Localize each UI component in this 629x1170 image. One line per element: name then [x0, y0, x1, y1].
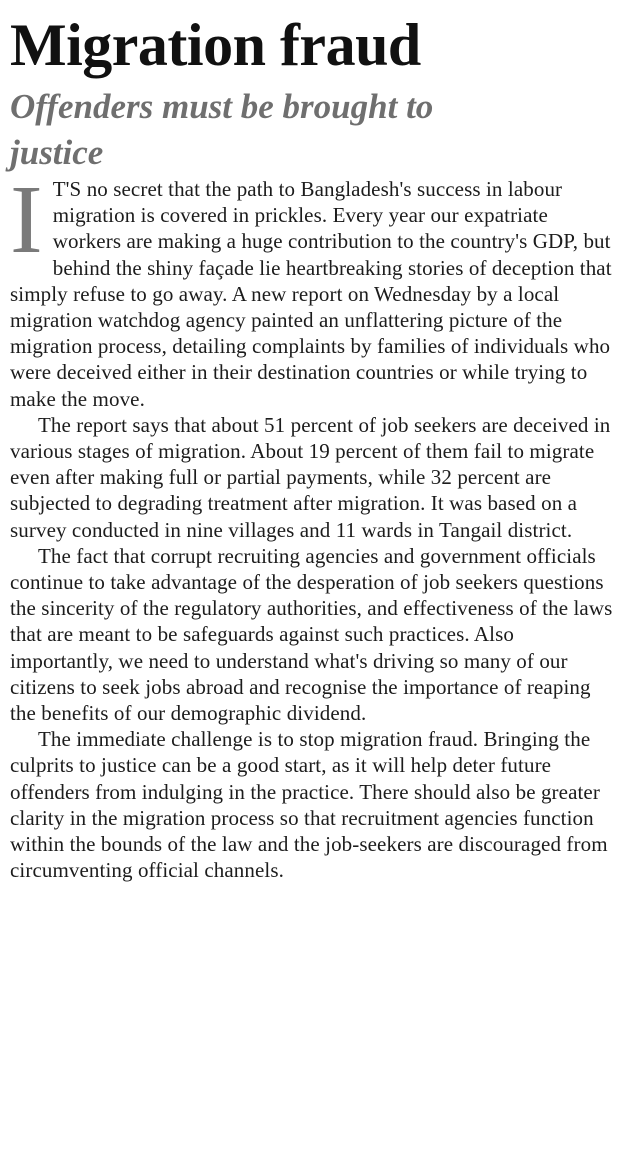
headline: Migration fraud — [10, 12, 421, 78]
paragraph-4: The immediate challenge is to stop migration fraud. Bringing the culprits to justice can be a good start, as it will help deter future offenders from indulging in the practice. There should also be greater clarity in the migration process so that recruitment agencies function within the bounds of the law and the job-seekers are discouraged from circumventing official channels. — [10, 727, 608, 883]
paragraph-1 — [10, 166, 614, 412]
article-body — [10, 166, 614, 883]
subheadline: Offenders must be brought to justice — [10, 87, 434, 172]
paragraph-2: The report says that about 51 percent of job seekers are deceived in various stages of migration. About 19 percent of them fail to migrate even after making full or partial payments, while 32 percent are subjected to degrading treatment after migration. It was based on a survey conducted in nine villages and 11 wards in Tangail district. — [10, 412, 611, 542]
editorial-article — [10, 6, 614, 883]
drop-cap: I — [10, 166, 43, 274]
paragraph-3: The fact that corrupt recruiting agencies and government officials continue to take advantage of the desperation of job seekers questions the sincerity of the regulatory authorities, and effectiveness of the laws that are meant to be safeguards against such practices. Also importantly, we need to understand what's driving so many of our citizens to seek jobs abroad and recognise the importance of reaping the benefits of our demographic dividend. — [10, 543, 613, 726]
paragraph-1-text: T'S no secret that the path to Bangladesh's success in labour migration is covered in prickles. Every year our expatriate workers are making a huge contribution to the country's GDP, but behind the shiny façade lie heartbreaking stories of deception that simply refuse to go away. A new report on Wednesday by a local migration watchdog agency painted an unflattering picture of the migration process, detailing complaints by families of individuals who were deceived either in their destination countries or while trying to make the move. — [10, 177, 612, 411]
